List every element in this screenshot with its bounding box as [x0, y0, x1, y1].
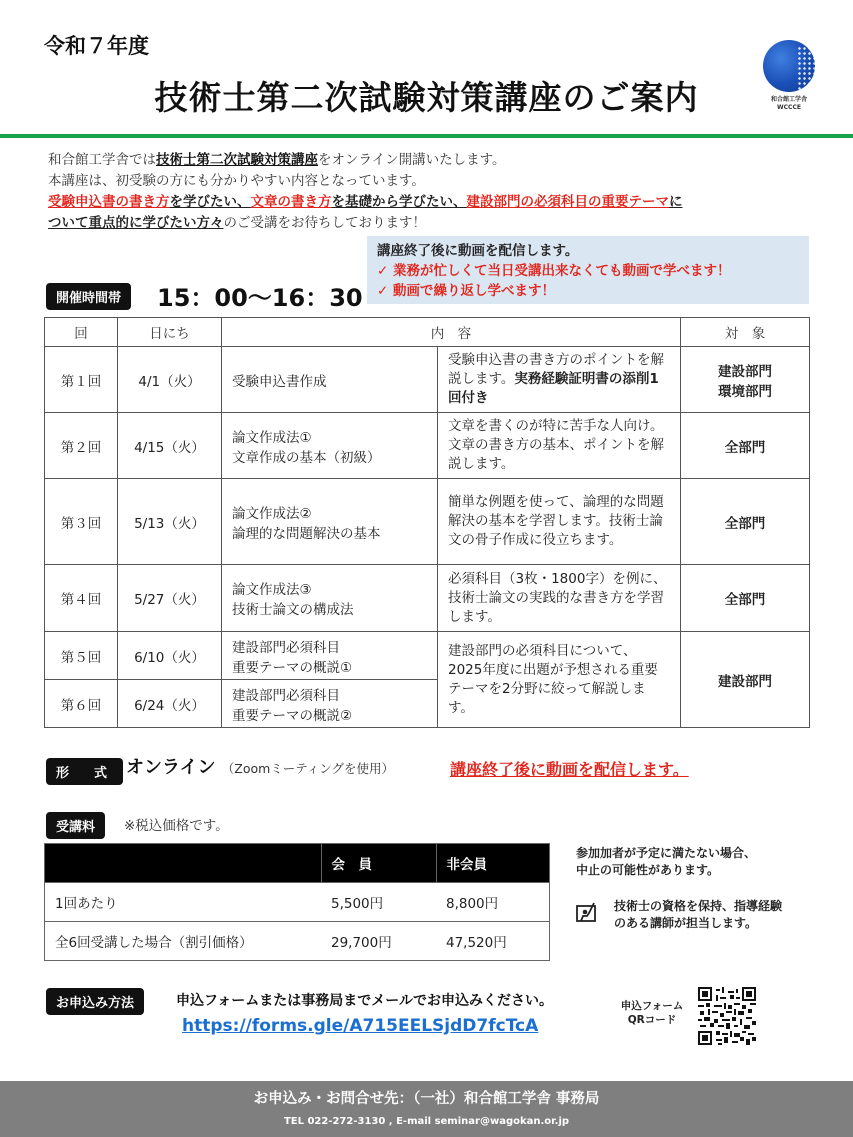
video-info-box: [367, 236, 809, 304]
intro-text: 和合館工学舎では技術士第二次試験対策講座をオンライン開講いたします。 本講座は、初受験の方にも分かりやすい内容となっています。 受験申込書の書き方を学びたい、文章の書き方を基礎から学びたい、建設部門の必須科目の重要テーマに ついて重点的に学びたい方々のご受講をお待ちしております！: [48, 152, 683, 231]
logo-mark-icon: [763, 40, 815, 92]
video-box-title: 講座終了後に動画を配信します。: [377, 243, 579, 259]
apply-instructions: 申込フォームまたは事務局までメールでお申込みください。: [176, 993, 554, 1009]
page-title: 技術士第二次試験対策講座のご案内: [154, 78, 699, 117]
fee-tax-note: ※税込価格です。: [124, 818, 229, 834]
logo-sub: WCCCE: [777, 103, 801, 111]
fee-tag: 受講料: [46, 812, 105, 839]
video-box-point-1: ✓ 業務が忙しくて当日受講出来なくても動画で学べます！: [377, 263, 731, 279]
logo: [758, 40, 820, 112]
format-main: オンライン （Zoomミーティングを使用）: [126, 757, 395, 778]
schedule-table: [44, 317, 810, 728]
table-row: 第４回 5/27（火） 論文作成法③ 技術士論文の構成法 必須科目（3枚・1800字）を例に、技術士論文の実践的な書き方を学習します。 全部門: [45, 565, 810, 632]
video-box-point-2: ✓ 動画で繰り返し学べます！: [377, 283, 556, 299]
apply-form-link[interactable]: https://forms.gle/A715EELSjdD7fcTcA: [182, 1016, 539, 1036]
table-row: 第１回 4/1（火） 受験申込書作成 受験申込書の書き方のポイントを解説します。実務経験証明書の添削1回付き 建設部門 環境部門: [45, 347, 810, 413]
col-header: 日にち: [118, 318, 222, 347]
year-label: 令和７年度: [44, 34, 149, 58]
table-row: 第３回 5/13（火） 論文作成法② 論理的な問題解決の基本 簡単な例題を使って、論理的な問題解決の基本を学習します。技術士論文の骨子作成に役立ちます。 全部門: [45, 479, 810, 565]
time-tag: 開催時間帯: [46, 283, 131, 310]
footer-tel-email: TEL 022-272-3130 , E-mail seminar@wagokan.or.jp: [283, 1116, 570, 1127]
col-header: 内 容: [222, 318, 681, 347]
cancel-note: 参加加者が予定に満たない場合、 中止の可能性があります。: [576, 846, 757, 877]
col-header: 会 員: [321, 844, 436, 883]
fee-table: [44, 843, 550, 961]
footer-contact: お申込み・お問合せ先：（一社）和合館工学舎 事務局: [253, 1091, 600, 1107]
logo-name: 和合館工学舎: [770, 96, 807, 103]
time-range: 15：00～16：30: [157, 284, 363, 312]
schedule-header-row: [45, 318, 810, 347]
teacher-note: 技術士の資格を保持、指導経験 のある講師が担当します。: [614, 899, 783, 930]
qr-label: 申込フォーム QRコード: [620, 1000, 684, 1026]
table-row: 第６回 6/24（火） 建設部門必須科目 重要テーマの概説②: [45, 680, 810, 728]
table-row: 第２回 4/15（火） 論文作成法① 文章作成の基本（初級） 文章を書くのが特に苦手な人向け。文章の書き方の基本、ポイントを解説します。 全部門: [45, 413, 810, 479]
table-row: 全6回受講した場合（割引価格） 29,700円 47,520円: [45, 922, 550, 961]
col-header: 回: [45, 318, 118, 347]
table-row: 1回あたり 5,500円 8,800円: [45, 883, 550, 922]
col-header: 非会員: [436, 844, 550, 883]
teacher-icon: [574, 900, 598, 924]
col-header: 対 象: [681, 318, 810, 347]
header-divider: [0, 134, 853, 138]
fee-header-row: [45, 844, 550, 883]
format-video-note: 講座終了後に動画を配信します。: [450, 760, 689, 779]
apply-tag: お申込み方法: [46, 988, 144, 1015]
qr-code-icon[interactable]: [698, 987, 756, 1045]
footer: [0, 1081, 853, 1137]
table-row: 第５回 6/10（火） 建設部門必須科目 重要テーマの概説① 建設部門の必須科目について、2025年度に出題が予想される重要テーマを2分野に絞って解説します。 建設部門: [45, 632, 810, 680]
format-tag: 形 式: [46, 758, 123, 785]
